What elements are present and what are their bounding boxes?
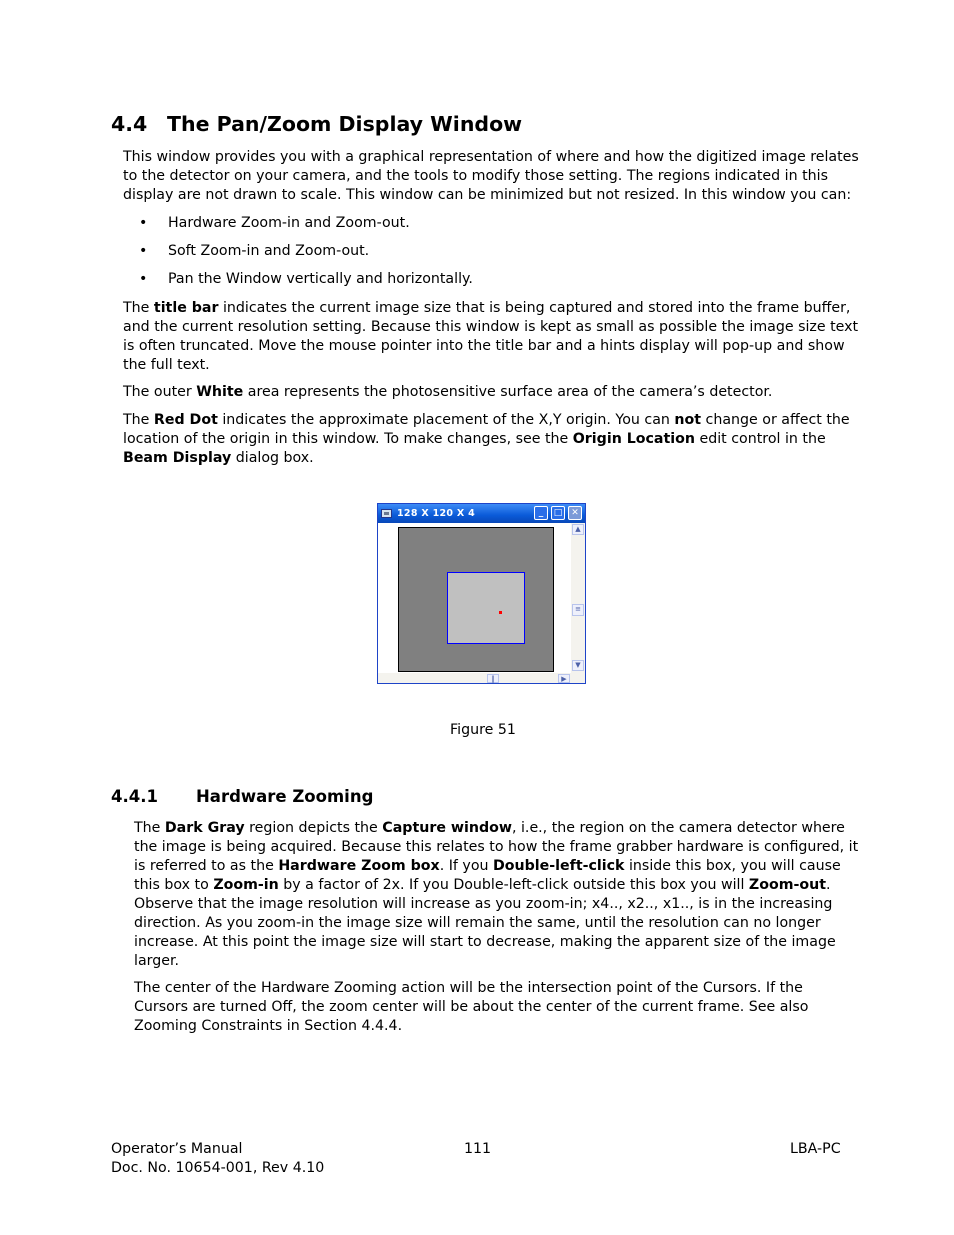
subsection-title: Hardware Zooming (196, 787, 374, 806)
section-title: The Pan/Zoom Display Window (167, 112, 523, 136)
bullet-icon: • (139, 243, 148, 259)
horizontal-scroll-thumb[interactable]: ‖ (487, 674, 499, 683)
section-heading (111, 112, 522, 136)
subsection-number: 4.4.1 (111, 787, 158, 806)
red-dot-paragraph: The Red Dot indicates the approximate placement of the X,Y origin. You can not change or affect the location of the origin in this window. To make changes, see the Origin Location edit control in the Beam Display dialog box. (123, 412, 850, 466)
vertical-scrollbar[interactable] (571, 523, 585, 673)
title-bar-paragraph: The title bar indicates the current image size that is being captured and stored into the frame buffer, and the current resolution setting. Because this window is kept as small as possible the image size text is often truncated. Move the mouse pointer into the title bar and a hints display will pop-up and show the full text. (123, 300, 859, 373)
page-number: 111 (464, 1141, 492, 1157)
figure-caption: Figure 51 (450, 722, 516, 738)
bullet-icon: • (139, 271, 148, 287)
section-number: 4.4 (111, 112, 148, 136)
scroll-right-button[interactable]: ▶ (558, 674, 570, 683)
footer-product: LBA-PC (790, 1141, 841, 1157)
footer-doc-number: Doc. No. 10654-001, Rev 4.10 (111, 1160, 325, 1176)
zoom-center-paragraph: The center of the Hardware Zooming action will be the intersection point of the Cursors. If the Cursors are turned Off, the zoom center will be about the center of the current frame. See also Zooming Constraints in Section 4.4.4. (134, 980, 809, 1034)
maximize-button[interactable]: □ (551, 506, 565, 520)
white-area-paragraph: The outer White area represents the photosensitive surface area of the camera’s detector. (123, 384, 773, 400)
detector-area[interactable] (378, 523, 585, 683)
bullet-icon: • (139, 215, 148, 231)
window-title-bar[interactable] (378, 504, 585, 523)
vertical-scroll-thumb[interactable]: ≡ (572, 604, 584, 616)
scroll-up-button[interactable]: ▲ (572, 524, 584, 535)
pan-zoom-window (377, 503, 586, 684)
window-icon[interactable] (381, 509, 392, 518)
window-title: 128 X 120 X 4 (397, 508, 476, 519)
hardware-zooming-paragraph: The Dark Gray region depicts the Capture window, i.e., the region on the camera detector where the image is being acquired. Because this relates to how the frame grabber hardware is configured, it is referred to as the Hardware Zoom box. If you Double-left-click inside this box, you will cause this box to Zoom-in by a factor of 2x. If you Double-left-click outside this box you will Zoom-out. Observe that the image resolution will increase as you zoom-in; x4.., x2.., x1.., is in the increasing direction. As you zoom-in the image size will remain the same, until the resolution can no longer increase. At this point the image size will start to decrease, making the apparent size of the image larger. (134, 820, 859, 969)
close-button[interactable]: ✕ (568, 506, 582, 520)
intro-line: to the detector on your camera, and the tools to modify those setting. The regions indicated in this (123, 168, 829, 184)
intro-line: This window provides you with a graphical representation of where and how the digitized image relates (123, 149, 859, 165)
origin-dot (499, 611, 502, 614)
hardware-zoom-box[interactable] (398, 527, 554, 672)
intro-paragraph (123, 148, 859, 205)
footer-manual-title: Operator’s Manual (111, 1141, 243, 1157)
horizontal-scrollbar[interactable] (378, 673, 571, 683)
minimize-button[interactable]: _ (534, 506, 548, 520)
scrollbar-corner (571, 673, 585, 683)
soft-zoom-box[interactable] (447, 572, 525, 644)
intro-line: display are not drawn to scale. This window can be minimized but not resized. In this window you can: (123, 187, 852, 203)
scroll-down-button[interactable]: ▼ (572, 660, 584, 671)
subsection-heading (111, 787, 373, 806)
